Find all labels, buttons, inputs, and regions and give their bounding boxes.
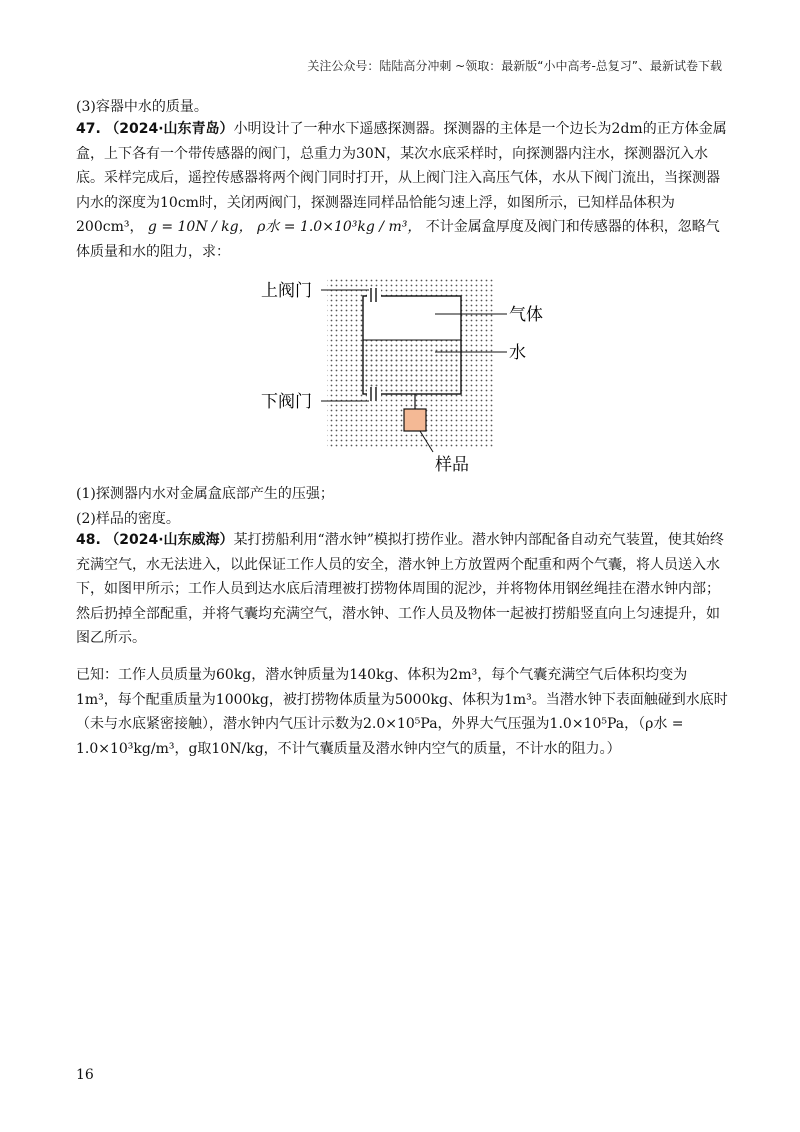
water-label: 水 bbox=[509, 343, 526, 363]
question-text-continued: 不计金属盒厚度及阀门和传感器的体积，忽略气体质量和水的阻力，求： bbox=[76, 219, 720, 260]
sub-question-2: (2)样品的密度。 bbox=[76, 511, 180, 527]
sample-block bbox=[404, 409, 426, 431]
gas-region bbox=[363, 296, 461, 340]
volume-value: 200cm³， bbox=[76, 219, 144, 235]
inner-water-region bbox=[363, 340, 461, 394]
bottom-valve-label: 下阀门 bbox=[261, 392, 312, 412]
top-valve-label: 上阀门 bbox=[261, 281, 312, 301]
question-47 bbox=[76, 117, 728, 264]
water-density: ρ水 = 1.0×10³kg / m³， bbox=[257, 219, 422, 235]
question-number: 47. bbox=[76, 121, 101, 137]
question-text: 小明设计了一种水下遥感探测器。探测器的主体是一个边长为2dm的正方体金属盒，上下各有一个带传感器的阀门，总重力为30N，某次水底采样时，向探测器内注水，探测器沉入水底。采样完成后，遥控传感器将两个阀门同时打开，从上阀门注入高压气体，水从下阀门流出，当探测器内水的深度为10cm时，关闭两阀门，探测器连同样品恰能匀速上浮，如图所示，已知样品体积为 bbox=[76, 121, 727, 211]
given-conditions: 已知：工作人员质量为60kg，潜水钟质量为140kg、体积为2m³，每个气囊充满空气后体积均变为1m³，每个配重质量为1000kg，被打捞物体质量为5000kg、体积为1m³。当潜水钟下表面触碰到水底时（未与水底紧密接触），潜水钟内气压计示数为2.0×10⁵Pa，外界大气压强为1.0×10⁵Pa，（ρ水 = 1.0×10³kg/m³，g取10N/kg，不计气囊质量及潜水钟内空气的质量，不计水的阻力。） bbox=[76, 667, 728, 757]
question-source: （2024·山东威海） bbox=[105, 532, 234, 548]
sub-question-1: (1)探测器内水对金属盒底部产生的压强； bbox=[76, 486, 334, 502]
sub-question-3: (3)容器中水的质量。 bbox=[76, 99, 208, 115]
gravity-constant: g = 10N / kg， bbox=[147, 219, 253, 235]
question-48 bbox=[76, 528, 728, 651]
question-48-given bbox=[76, 663, 728, 761]
page-header: 关注公众号：陆陆高分冲刺 ~领取：最新版“小中高考-总复习”、最新试卷下载 bbox=[307, 59, 722, 73]
page-number: 16 bbox=[76, 1067, 94, 1083]
bottom-valve-gap bbox=[367, 387, 381, 401]
question-source: （2024·山东青岛） bbox=[105, 121, 234, 137]
gas-label: 气体 bbox=[509, 305, 543, 325]
probe-diagram bbox=[255, 274, 555, 474]
sample-label: 样品 bbox=[435, 455, 469, 474]
top-valve-gap bbox=[367, 288, 381, 302]
question-number: 48. bbox=[76, 532, 101, 548]
question-text: 某打捞船利用“潜水钟”模拟打捞作业。潜水钟内部配备自动充气装置，使其始终充满空气，水无法进入，以此保证工作人员的安全，潜水钟上方放置两个配重和两个气囊，将人员送入水下，如图甲所示；工作人员到达水底后清理被打捞物体周围的泥沙，并将物体用钢丝绳挂在潜水钟内部；然后扔掉全部配重，并将气囊均充满空气，潜水钟、工作人员及物体一起被打捞船竖直向上匀速提升，如图乙所示。 bbox=[76, 532, 724, 646]
